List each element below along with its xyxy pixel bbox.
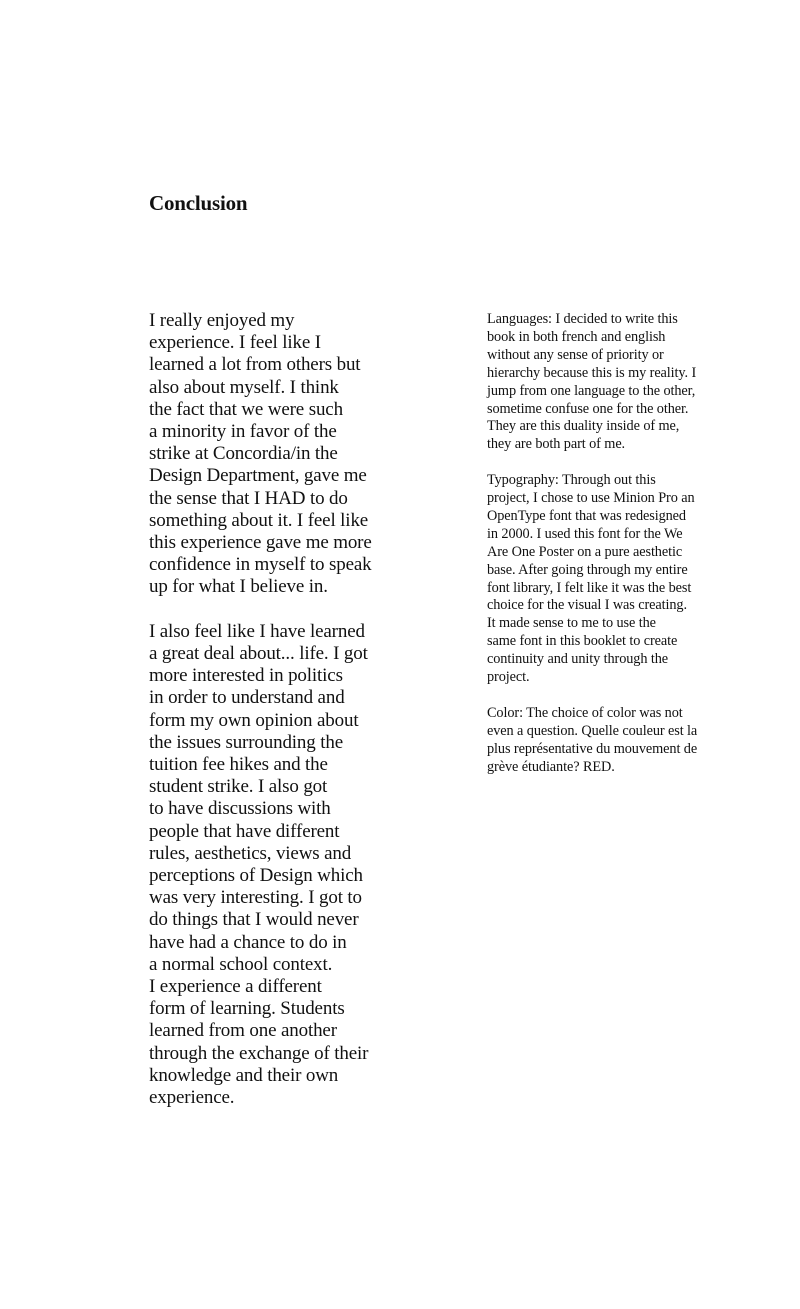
text-line: perceptions of Design which	[149, 865, 363, 887]
note-line: font library, I felt like it was the best	[487, 579, 692, 596]
text-line: a great deal about... life. I got	[149, 643, 368, 665]
text-line: confidence in myself to speak	[149, 554, 372, 576]
text-line: I really enjoyed my	[149, 310, 295, 331]
note-line: Languages: I decided to write this	[487, 311, 678, 327]
text-line: the sense that I HAD to do	[149, 487, 348, 509]
text-line: Design Department, gave me	[149, 465, 367, 487]
text-line: form of learning. Students	[149, 998, 345, 1020]
text-line: have had a chance to do in	[149, 931, 347, 953]
text-line: learned a lot from others but	[149, 354, 361, 376]
text-line: the fact that we were such	[149, 398, 343, 420]
note-line: book in both french and english	[487, 328, 666, 345]
text-line: I also feel like I have learned	[149, 620, 365, 642]
text-line: do things that I would never	[149, 909, 359, 931]
note-line: grève étudiante? RED.	[487, 758, 615, 775]
note-line: Are One Poster on a pure aesthetic	[487, 543, 683, 560]
text-line: knowledge and their own	[149, 1064, 339, 1086]
note-line: in 2000. I used this font for the We	[487, 525, 683, 542]
note-line: choice for the visual I was creating.	[487, 597, 687, 614]
text-line: this experience gave me more	[149, 532, 372, 554]
text-line: learned from one another	[149, 1020, 337, 1042]
text-line: rules, aesthetics, views and	[149, 842, 352, 864]
note-typography	[487, 472, 737, 687]
note-line: jump from one language to the other,	[487, 382, 696, 399]
text-line: I experience a different	[149, 976, 322, 998]
text-line: form my own opinion about	[149, 709, 359, 731]
note-line: Typography: Through out this	[487, 472, 656, 489]
text-line: tuition fee hikes and the	[149, 754, 328, 776]
note-color	[487, 705, 737, 777]
note-languages	[487, 311, 737, 454]
text-line: a normal school context.	[149, 953, 333, 975]
text-line: a minority in favor of the	[149, 421, 337, 443]
note-line: even a question. Quelle couleur est la	[487, 722, 698, 739]
text-line: through the exchange of their	[149, 1042, 369, 1064]
text-line: strike at Concordia/in the	[149, 443, 338, 465]
note-line: continuity and unity through the	[487, 651, 669, 668]
note-line: sometime confuse one for the other.	[487, 400, 689, 417]
note-line: plus représentative du mouvement de	[487, 740, 698, 757]
main-paragraph-learning	[149, 621, 399, 1109]
text-line: was very interesting. I got to	[149, 887, 362, 909]
note-line: they are both part of me.	[487, 436, 626, 453]
text-line: experience.	[149, 1087, 235, 1109]
page-heading: Conclusion	[149, 191, 248, 215]
note-line: without any sense of priority or	[487, 346, 664, 363]
note-line: It made sense to me to use the	[487, 615, 656, 632]
text-line: people that have different	[149, 820, 340, 842]
note-line: project, I chose to use Minion Pro an	[487, 490, 695, 507]
text-line: experience. I feel like I	[149, 332, 321, 354]
note-line: hierarchy because this is my reality. I	[487, 364, 697, 381]
text-line: student strike. I also got	[149, 776, 328, 798]
note-line: same font in this booklet to create	[487, 633, 678, 650]
text-line: the issues surrounding the	[149, 731, 343, 753]
text-line: to have discussions with	[149, 798, 331, 820]
main-paragraph-experience	[149, 310, 399, 599]
note-line: They are this duality inside of me,	[487, 418, 680, 435]
text-line: something about it. I feel like	[149, 509, 369, 531]
text-line: in order to understand and	[149, 687, 345, 709]
text-line: also about myself. I think	[149, 376, 339, 398]
note-line: project.	[487, 669, 530, 686]
text-line: more interested in politics	[149, 665, 343, 687]
text-line: up for what I believe in.	[149, 576, 328, 598]
side-notes-column	[487, 311, 737, 794]
note-line: base. After going through my entire	[487, 561, 688, 578]
main-text-column	[149, 310, 399, 1131]
note-line: OpenType font that was redesigned	[487, 507, 686, 524]
note-line: Color: The choice of color was not	[487, 704, 683, 721]
